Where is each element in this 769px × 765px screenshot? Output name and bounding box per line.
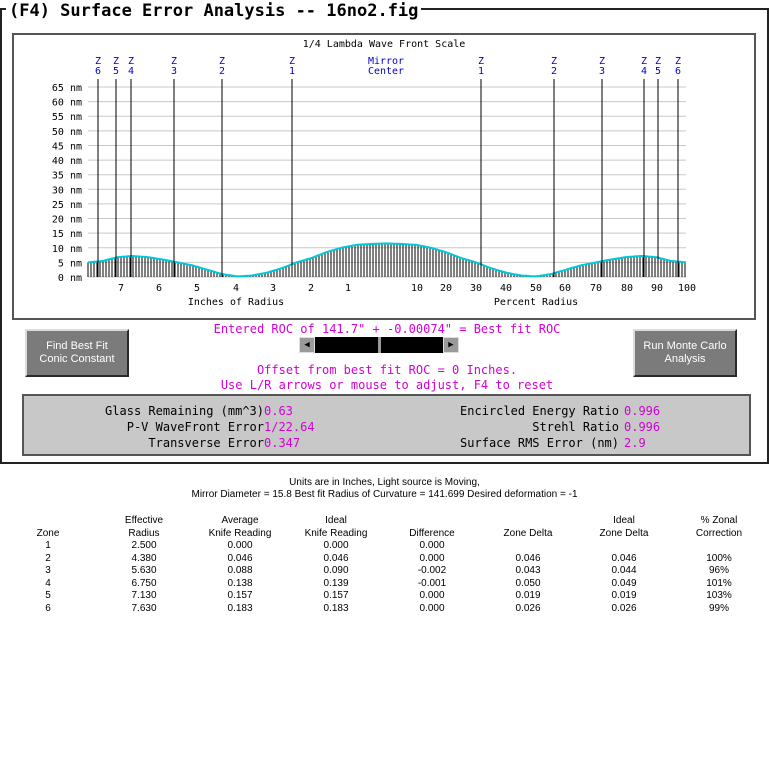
scroll-left-arrow-icon[interactable]: ◀ — [299, 337, 315, 353]
mirror-info: Mirror Diameter = 15.8 Best fit Radius of Curvature = 141.699 Desired deformation = -1 — [191, 489, 578, 500]
y-tick-label: 30 nm — [51, 185, 82, 197]
column-header: Difference — [409, 527, 455, 539]
table-cell: 100% — [706, 552, 732, 564]
y-tick-label: 40 nm — [51, 156, 82, 168]
analysis-window — [0, 8, 769, 464]
table-cell: 0.019 — [515, 590, 541, 601]
zone-marker-number: 6 — [674, 66, 682, 77]
x-tick-label: 80 — [620, 283, 634, 294]
surface-error-chart — [12, 33, 756, 320]
table-column — [387, 515, 477, 615]
table-cell: 0.090 — [323, 565, 349, 576]
zone-marker-label: Z — [654, 56, 662, 67]
scroll-thumb[interactable] — [378, 337, 381, 353]
transverse-error-label: Transverse Error — [148, 436, 264, 450]
roc-adjust-scrollbar[interactable] — [299, 337, 459, 353]
x-tick-label: 2 — [307, 283, 315, 294]
y-tick-label: 35 nm — [51, 170, 82, 182]
table-cell — [579, 540, 669, 553]
table-cell: 0.157 — [323, 590, 349, 601]
table-column — [3, 515, 93, 615]
table-cell: 0.044 — [611, 565, 637, 576]
encircled-energy-label: Encircled Energy Ratio — [460, 404, 619, 418]
zone-marker-number: 5 — [112, 66, 120, 77]
table-cell: 3 — [45, 565, 51, 576]
table-cell: 0.046 — [323, 552, 349, 564]
table-cell: -0.001 — [417, 577, 447, 589]
x-tick-label: 40 — [499, 283, 513, 294]
x-tick-label: 60 — [558, 283, 572, 294]
zone-marker-label: Z — [170, 56, 178, 67]
table-cell: 0.046 — [515, 552, 541, 564]
column-header: % Zonal — [700, 515, 738, 526]
y-tick-label: 5 nm — [57, 258, 82, 270]
right-axis-label: Percent Radius — [493, 297, 579, 308]
zone-marker-number: 2 — [550, 66, 558, 77]
table-cell — [674, 540, 764, 553]
y-tick-label: 45 nm — [51, 141, 82, 153]
table-cell: 0.049 — [611, 577, 637, 589]
table-cell: 7.130 — [131, 590, 157, 601]
table-column — [99, 515, 189, 615]
table-cell: 0.050 — [515, 577, 541, 589]
zone-marker-label: Z — [288, 56, 296, 67]
column-header: Zone — [36, 527, 60, 539]
roc-text: Entered ROC of 141.7" + -0.00074" = Best fit ROC — [213, 322, 561, 336]
table-cell: 0.088 — [227, 565, 253, 576]
mirror-center-label: Center — [367, 66, 405, 77]
table-cell: 0.000 — [323, 540, 349, 551]
offset-text: Offset from best fit ROC = 0 Inches. — [256, 363, 518, 377]
run-monte-carlo-button[interactable]: Run Monte Carlo Analysis — [633, 329, 737, 377]
column-header: Zone Delta — [599, 527, 649, 539]
chart-title: 1/4 Lambda Wave Front Scale — [302, 39, 466, 50]
strehl-ratio-label: Strehl Ratio — [532, 420, 619, 434]
table-cell: 101% — [706, 577, 732, 589]
zone-marker-number: 2 — [218, 66, 226, 77]
table-cell: 0.019 — [611, 590, 637, 601]
table-cell: 2 — [45, 552, 51, 564]
pv-error-value: 1/22.64 — [264, 420, 315, 434]
x-tick-label: 6 — [155, 283, 163, 294]
table-cell: 5.630 — [131, 565, 157, 576]
column-header — [3, 515, 93, 528]
y-tick-label: 10 nm — [51, 243, 82, 255]
table-cell: 103% — [706, 590, 732, 601]
x-tick-label: 3 — [269, 283, 277, 294]
table-cell: 4 — [45, 577, 51, 589]
column-header: Radius — [128, 527, 160, 539]
x-tick-label: 50 — [529, 283, 543, 294]
table-column — [579, 515, 669, 615]
left-axis-label: Inches of Radius — [187, 297, 285, 308]
column-header: Ideal — [613, 515, 635, 526]
zone-marker-label: Z — [640, 56, 648, 67]
column-header: Knife Reading — [208, 527, 272, 539]
x-tick-label: 90 — [650, 283, 664, 294]
zone-marker-number: 3 — [598, 66, 606, 77]
glass-remaining-label: Glass Remaining (mm^3) — [105, 404, 264, 418]
zone-marker-label: Z — [127, 56, 135, 67]
zone-marker-label: Z — [674, 56, 682, 67]
table-cell: 0.000 — [227, 540, 253, 551]
table-cell: 1 — [45, 540, 51, 551]
table-column — [195, 515, 285, 615]
zone-marker-number: 4 — [127, 66, 135, 77]
table-cell — [483, 540, 573, 553]
strehl-ratio-value: 0.996 — [624, 420, 661, 434]
table-cell: 0.043 — [515, 565, 541, 576]
x-tick-label: 70 — [589, 283, 603, 294]
encircled-energy-value: 0.996 — [624, 404, 661, 418]
stats-panel — [22, 394, 751, 456]
rms-error-label: Surface RMS Error (nm) — [460, 436, 619, 450]
rms-error-value: 2.9 — [624, 436, 646, 450]
zone-marker-number: 3 — [170, 66, 178, 77]
table-cell: 0.183 — [323, 602, 349, 614]
column-header — [483, 515, 573, 528]
column-header: Zone Delta — [503, 527, 553, 539]
table-cell: 0.046 — [611, 552, 637, 564]
zone-marker-label: Z — [598, 56, 606, 67]
table-cell: 0.000 — [419, 590, 445, 601]
table-cell: 0.157 — [227, 590, 253, 601]
x-tick-label: 10 — [410, 283, 424, 294]
table-column — [674, 515, 764, 615]
y-tick-label: 50 nm — [51, 126, 82, 138]
mirror-center-label: Mirror — [367, 56, 405, 67]
x-tick-label: 30 — [469, 283, 483, 294]
x-tick-label: 4 — [232, 283, 240, 294]
y-tick-label: 20 nm — [51, 214, 82, 226]
zone-marker-number: 4 — [640, 66, 648, 77]
table-cell: 0.000 — [419, 540, 445, 551]
table-cell: 96% — [708, 565, 729, 576]
table-cell: 5 — [45, 590, 51, 601]
zone-marker-label: Z — [477, 56, 485, 67]
table-cell: 0.183 — [227, 602, 253, 614]
x-tick-label: 7 — [117, 283, 125, 294]
table-cell: 0.138 — [227, 577, 253, 589]
column-header: Correction — [695, 527, 743, 539]
table-cell: 0.026 — [611, 602, 637, 614]
table-cell: 0.046 — [227, 552, 253, 564]
zone-marker-label: Z — [112, 56, 120, 67]
x-tick-label: 1 — [344, 283, 352, 294]
chart-plot-area — [14, 35, 754, 318]
pv-error-label: P-V WaveFront Error — [126, 420, 264, 434]
column-header — [387, 515, 477, 528]
y-tick-label: 0 nm — [57, 273, 82, 284]
column-header: Ideal — [325, 515, 347, 526]
y-tick-label: 65 nm — [51, 83, 82, 94]
column-header: Effective — [124, 515, 164, 526]
table-cell: -0.002 — [417, 565, 447, 576]
zone-marker-label: Z — [94, 56, 102, 67]
table-cell: 0.000 — [419, 552, 445, 564]
table-cell: 0.000 — [419, 602, 445, 614]
table-column — [483, 515, 573, 615]
glass-remaining-value: 0.63 — [264, 404, 293, 418]
column-header: Knife Reading — [304, 527, 368, 539]
scroll-right-arrow-icon[interactable]: ▶ — [443, 337, 459, 353]
zone-marker-number: 1 — [288, 66, 296, 77]
table-cell: 99% — [708, 602, 729, 614]
units-info: Units are in Inches, Light source is Moving, — [289, 477, 480, 488]
y-tick-label: 55 nm — [51, 112, 82, 124]
y-tick-label: 25 nm — [51, 199, 82, 211]
x-tick-label: 20 — [439, 283, 453, 294]
table-cell: 0.026 — [515, 602, 541, 614]
x-tick-label: 100 — [677, 283, 697, 294]
column-header: Average — [221, 515, 259, 526]
y-tick-label: 60 nm — [51, 97, 82, 109]
hint-text: Use L/R arrows or mouse to adjust, F4 to reset — [220, 378, 554, 392]
table-cell: 7.630 — [131, 602, 157, 614]
zone-marker-label: Z — [550, 56, 558, 67]
find-best-fit-conic-button[interactable]: Find Best Fit Conic Constant — [25, 329, 129, 377]
table-cell: 2.500 — [131, 540, 157, 551]
table-cell: 0.139 — [323, 577, 349, 589]
zone-marker-label: Z — [218, 56, 226, 67]
zone-marker-number: 6 — [94, 66, 102, 77]
window-title: (F4) Surface Error Analysis -- 16no2.fig — [6, 0, 421, 22]
zone-marker-number: 5 — [654, 66, 662, 77]
table-cell: 4.380 — [131, 552, 157, 564]
x-tick-label: 5 — [193, 283, 201, 294]
table-cell: 6.750 — [131, 577, 157, 589]
table-column — [291, 515, 381, 615]
zone-marker-number: 1 — [477, 66, 485, 77]
table-cell: 6 — [45, 602, 51, 614]
y-tick-label: 15 nm — [51, 229, 82, 241]
transverse-error-value: 0.347 — [264, 436, 301, 450]
